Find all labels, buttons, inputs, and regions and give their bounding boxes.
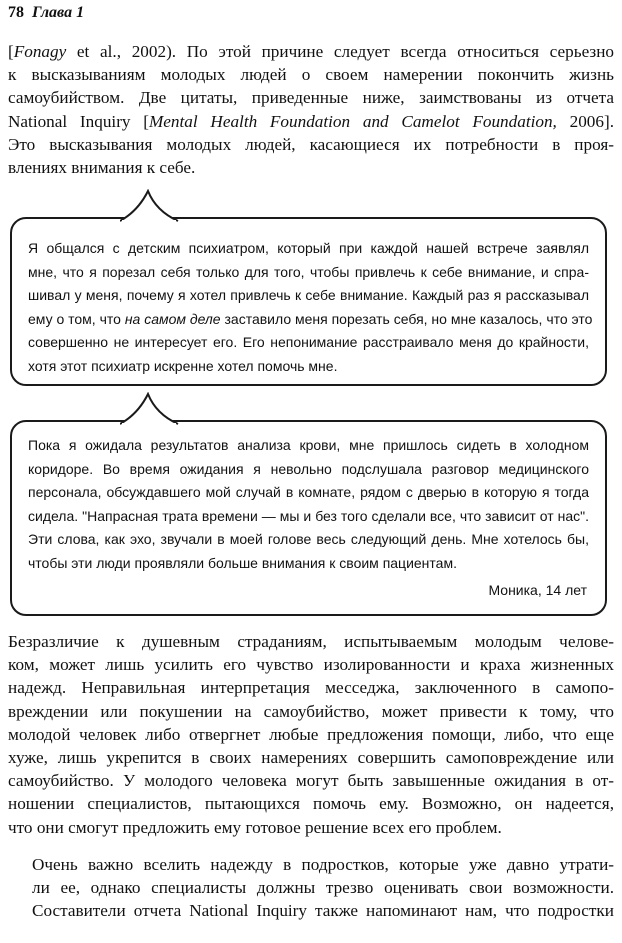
speech-bubble-tail xyxy=(120,189,180,223)
text-line: коридоре. Во время ожидания я невольно подслушала разговор медицинского xyxy=(28,460,589,477)
text-line: ли ее, однако специалисты должны трезво оценивать свои возможности. xyxy=(32,878,614,898)
text-line: Пока я ожидала результатов анализа крови, мне пришлось сидеть в холодном xyxy=(28,437,589,453)
text-line: ношении специалистов, пытающихся помочь ему. Возможно, он надеется, xyxy=(8,794,614,814)
text-line: к высказываниям молодых людей о своем намерении покончить жизнь xyxy=(8,65,614,85)
text-line: Составители отчета National Inquiry также напоминают нам, что подростки xyxy=(32,901,614,921)
text-line: Это высказывания молодых людей, касающиеся их потребности в проя- xyxy=(8,134,614,154)
body-paragraph-1 xyxy=(8,630,614,839)
intro-paragraph xyxy=(8,40,614,179)
quote-bubble-2 xyxy=(10,420,607,616)
running-header xyxy=(8,4,84,22)
page-number: 78 xyxy=(8,4,24,21)
text-line: хуже, лишь укрепится в своих намерениях совершить самоповреждение или xyxy=(8,748,614,768)
text-line: самоубийством. Две цитаты, приведенные ниже, заимствованы из отчета xyxy=(8,88,614,108)
text-line: National Inquiry [Mental Health Foundation and Camelot Foundation, 2006]. xyxy=(8,111,614,131)
text-line: шивал у меня, почему я хотел привлечь к себе внимание. Каждый раз я рассказывал xyxy=(28,287,589,303)
text-line: молодой человек либо отвергнет любые предложения помощи, либо, что еще xyxy=(8,724,614,744)
chapter-title: Глава 1 xyxy=(32,4,85,21)
text-line: хотя этот психиатр искренне хотел помочь мне. xyxy=(28,357,338,374)
text-line: Безразличие к душевным страданиям, испытываемым молодым челове- xyxy=(8,632,614,651)
text-line: совершенно не интересует его. Его непонимание расстраивало меня до крайности, xyxy=(28,334,589,350)
text-line: сидела. "Напрасная трата времени — мы и без того сделали все, что зависит от нас". xyxy=(28,507,589,524)
speech-bubble-tail xyxy=(120,392,180,426)
quote-signature: Моника, 14 лет xyxy=(488,581,587,598)
text-line: вреждении или покушении на самоубийство, может привести к тому, что xyxy=(8,701,614,721)
text-line: [Fonagy et al., 2002). По этой причине следует всегда относиться серьезно xyxy=(8,42,614,61)
text-line: Я общался с детским психиатром, который при каждой нашей встрече заявлял xyxy=(28,240,589,256)
text-line: чтобы эти люди проявляли больше внимания к своим пациентам. xyxy=(28,554,457,571)
text-line: самоубийство. У молодого человека могут быть завышенные ожидания в от- xyxy=(8,771,614,791)
text-line: надежд. Неправильная интерпретация месседжа, заключенного в самопо- xyxy=(8,678,614,698)
text-line: что они смогут предложить ему готовое решение всех его проблем. xyxy=(8,817,502,837)
quote-2-text xyxy=(28,434,589,575)
text-line: Эти слова, как эхо, звучали в моей голове весь следующий день. Мне хотелось бы, xyxy=(28,531,589,547)
text-line: мне, что я порезал себя только для того, чтобы привлечь к себе внимание, и спра- xyxy=(28,263,589,280)
quote-1-text xyxy=(28,237,593,378)
text-line: ком, может лишь усилить его чувство изолированности и краха жизненных xyxy=(8,655,614,675)
text-line: ему о том, что на самом деле заставило меня порезать себя, но мне казалось, что это xyxy=(28,310,593,327)
body-paragraph-2 xyxy=(8,853,614,923)
text-line: влениях внимания к себе. xyxy=(8,158,196,178)
text-line: персонала, обсуждавшего мой случай в комнате, рядом с дверью в которую я тогда xyxy=(28,484,589,500)
text-line: Очень важно вселить надежду в подростков, которые уже давно утрати- xyxy=(32,855,614,874)
quote-bubble-1 xyxy=(10,217,607,386)
